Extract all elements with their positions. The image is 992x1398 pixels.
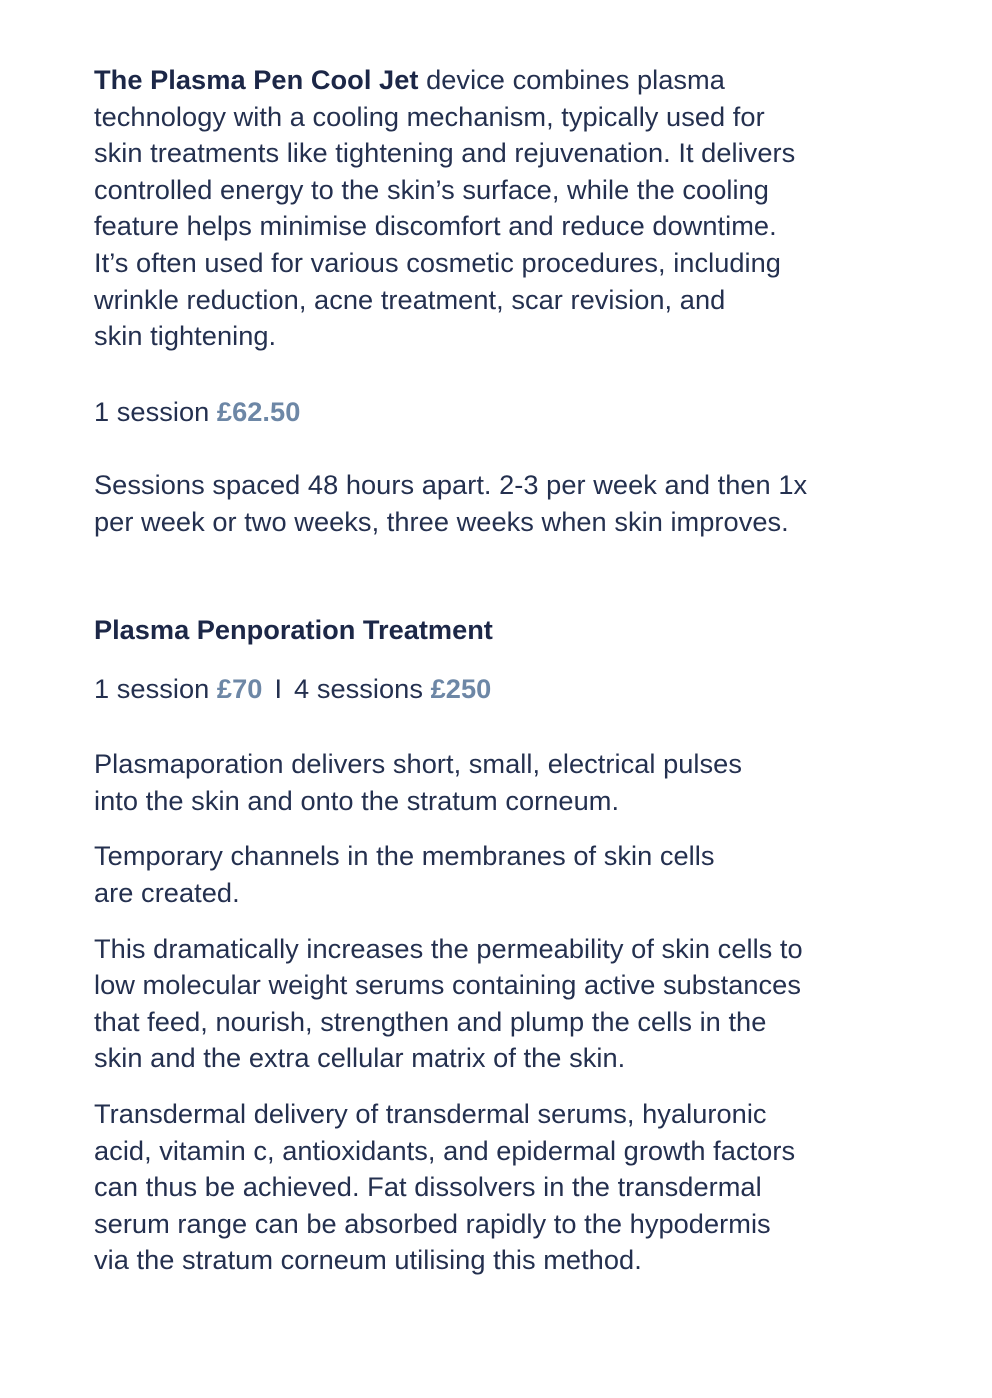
- text-line: technology with a cooling mechanism, typically used for: [94, 100, 765, 132]
- text-line: Plasmaporation delivers short, small, electrical pulses: [94, 748, 742, 780]
- text-line: feature helps minimise discomfort and reduce downtime.: [94, 210, 777, 242]
- cool-jet-intro-paragraph: [94, 62, 954, 355]
- cool-jet-schedule-paragraph: [94, 467, 954, 540]
- text-line: Sessions spaced 48 hours apart. 2-3 per week and then 1x: [94, 469, 808, 501]
- text-line: Transdermal delivery of transdermal serums, hyaluronic: [94, 1098, 767, 1130]
- text-line: acid, vitamin c, antioxidants, and epidermal growth factors: [94, 1134, 796, 1166]
- penporation-paragraph-4: [94, 1096, 954, 1279]
- text-line: controlled energy to the skin’s surface, while the cooling: [94, 173, 769, 205]
- text-line: It’s often used for various cosmetic procedures, including: [94, 246, 781, 278]
- text-line: per week or two weeks, three weeks when skin improves.: [94, 505, 789, 537]
- text-line: This dramatically increases the permeability of skin cells to: [94, 932, 803, 964]
- text-line-segment: device combines plasma: [418, 64, 725, 95]
- text-line: are created.: [94, 877, 240, 909]
- text-line: can thus be achieved. Fat dissolvers in the transdermal: [94, 1171, 762, 1203]
- text-line: via the stratum corneum utilising this method.: [94, 1244, 642, 1276]
- text-line: low molecular weight serums containing active substances: [94, 969, 801, 1001]
- text-line: [94, 671, 954, 708]
- price-value: £70: [216, 672, 263, 704]
- penporation-price-line: [94, 671, 954, 708]
- text-line: that feed, nourish, strengthen and plump the cells in the: [94, 1005, 767, 1037]
- penporation-paragraph-3: [94, 931, 954, 1077]
- text-line: skin treatments like tightening and rejuvenation. It delivers: [94, 137, 796, 169]
- document-page: [94, 58, 954, 1279]
- penporation-heading: Plasma Penporation Treatment: [94, 613, 493, 645]
- price-value: £250: [430, 672, 492, 704]
- text-line: skin tightening.: [94, 320, 277, 352]
- text-line: Temporary channels in the membranes of skin cells: [94, 840, 715, 872]
- text-line: serum range can be absorbed rapidly to the hypodermis: [94, 1207, 771, 1239]
- text-line: wrinkle reduction, acne treatment, scar revision, and: [94, 283, 726, 315]
- cool-jet-price-line: [94, 394, 954, 431]
- price-label: 1 session: [94, 395, 217, 427]
- text-line: into the skin and onto the stratum corneum.: [94, 784, 620, 816]
- text-line: [94, 394, 954, 431]
- price-value: £62.50: [216, 395, 301, 427]
- penporation-paragraph-1: [94, 746, 954, 819]
- cool-jet-product-name: The Plasma Pen Cool Jet: [94, 64, 419, 95]
- price-separator: I: [274, 672, 283, 704]
- text-line: [94, 62, 954, 99]
- price-label: 1 session: [94, 672, 217, 704]
- text-line: skin and the extra cellular matrix of the skin.: [94, 1042, 626, 1074]
- price-label: 4 sessions: [294, 672, 431, 704]
- penporation-paragraph-2: [94, 838, 954, 911]
